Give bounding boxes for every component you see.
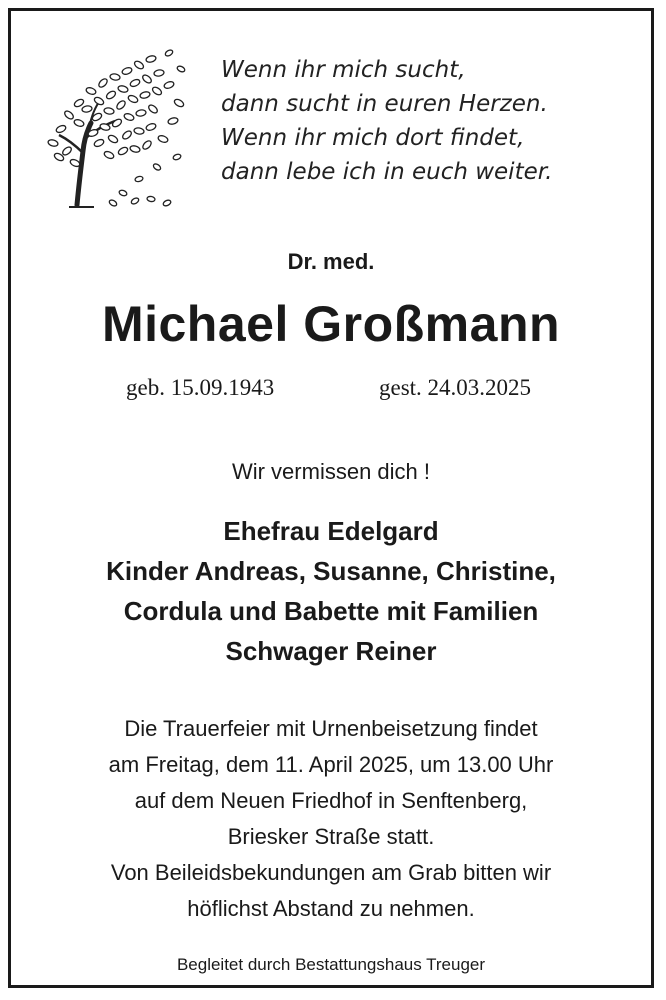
mourners-list <box>11 511 651 671</box>
funeral-home-credit: Begleitet durch Bestattungshaus Treuger <box>176 955 486 974</box>
farewell-message: Wir vermissen dich ! <box>231 459 431 484</box>
deceased-name: Michael Großmann <box>101 296 561 352</box>
mourners-line: Schwager Reiner <box>225 636 437 666</box>
mourners-line: Kinder Andreas, Susanne, Christine, <box>106 556 556 586</box>
poem-line: Wenn ihr mich sucht, <box>221 57 466 83</box>
academic-title: Dr. med. <box>287 249 375 274</box>
funeral-service-notice <box>11 711 651 927</box>
service-line: Briesker Straße statt. <box>227 824 435 849</box>
death-date: gest. 24.03.2025 <box>379 375 532 400</box>
poem-line: dann lebe ich in euch weiter. <box>221 159 553 185</box>
service-line: am Freitag, dem 11. April 2025, um 13.00 Uhr <box>108 752 554 777</box>
tree-with-falling-leaves-icon <box>39 33 189 213</box>
service-line: Von Beileidsbekundungen am Grab bitten wir <box>110 860 552 885</box>
service-line: auf dem Neuen Friedhof in Senftenberg, <box>134 788 528 813</box>
mourners-line: Ehefrau Edelgard <box>223 516 439 546</box>
obituary-frame <box>8 8 654 988</box>
service-line: Die Trauerfeier mit Urnenbeisetzung findet <box>124 716 538 741</box>
poem-line: dann sucht in euren Herzen. <box>221 91 548 117</box>
poem <box>221 53 641 189</box>
service-line: höflichst Abstand zu nehmen. <box>187 896 475 921</box>
poem-line: Wenn ihr mich dort findet, <box>221 125 525 151</box>
mourners-line: Cordula und Babette mit Familien <box>123 596 539 626</box>
birth-date: geb. 15.09.1943 <box>126 375 275 400</box>
